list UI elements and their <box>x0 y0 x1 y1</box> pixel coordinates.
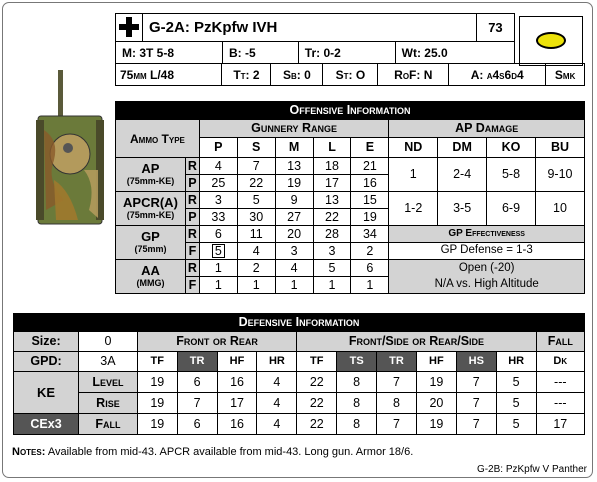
armor-col-header: HR <box>257 352 297 372</box>
range-value: 4 <box>275 260 313 277</box>
armor-value: 17 <box>217 393 257 414</box>
fall-value: --- <box>536 372 584 393</box>
fp-value: 1 <box>275 277 313 294</box>
armor-col-header: HS <box>456 352 496 372</box>
gunnery-range-header: Gunnery Range <box>199 120 388 138</box>
cex-label: CEx3 <box>14 414 79 435</box>
armor-col-header: TF <box>297 352 337 372</box>
fall-value: 17 <box>536 414 584 435</box>
damage-col-header: BU <box>535 138 584 158</box>
fp-value: 2 <box>351 243 389 260</box>
front-side-header: Front/Side or Rear/Side <box>297 332 536 352</box>
range-value: 20 <box>275 226 313 243</box>
pen-value: 16 <box>351 175 389 192</box>
row-letter: R <box>185 192 199 209</box>
range-value: 7 <box>237 158 275 175</box>
front-rear-header: Front or Rear <box>137 332 297 352</box>
turret-type-stat: Tt: 2 <box>222 64 271 86</box>
gpd-value: 3A <box>79 352 138 372</box>
armor-col-header: HR <box>496 352 536 372</box>
fp-value: 1 <box>351 277 389 294</box>
armor-col-header: TF <box>137 352 177 372</box>
armor-value: 22 <box>297 372 337 393</box>
gp-defense: GP Defense = 1-3 <box>389 243 585 260</box>
damage-col-header: KO <box>487 138 536 158</box>
armor-value: 16 <box>217 372 257 393</box>
pen-value: 22 <box>313 209 351 226</box>
pen-value: 30 <box>237 209 275 226</box>
unit-title: G-2A: PzKpfw IVH <box>143 14 477 42</box>
armor-value: 8 <box>377 393 417 414</box>
defensive-title: Defensive Information <box>14 314 585 332</box>
rof-stat: RoF: N <box>378 64 449 86</box>
range-value: 21 <box>351 158 389 175</box>
range-col-header: L <box>313 138 351 158</box>
armor-value: 4 <box>257 414 297 435</box>
range-col-header: M <box>275 138 313 158</box>
yellow-oval-icon <box>536 32 566 49</box>
fp-value: 4 <box>237 243 275 260</box>
stabilizer-stat: St: O <box>323 64 378 86</box>
armor-value: 7 <box>177 393 217 414</box>
notes <box>12 446 413 458</box>
pen-value: 25 <box>199 175 237 192</box>
armor-value: 6 <box>177 372 217 393</box>
gpd-label: GPD: <box>14 352 79 372</box>
armor-col-header: TR <box>377 352 417 372</box>
dk-header: Dk <box>536 352 584 372</box>
damage-value: 1 <box>389 158 438 192</box>
weight-stat: Wt: 25.0 <box>395 42 514 64</box>
ammo-type-header: Ammo Type <box>116 120 200 158</box>
range-value: 5 <box>237 192 275 209</box>
fall-header: Fall <box>536 332 584 352</box>
range-col-header: E <box>351 138 389 158</box>
gun-stats <box>115 63 585 86</box>
armor-value: 19 <box>416 414 456 435</box>
range-value: 2 <box>237 260 275 277</box>
armor-value: 7 <box>456 393 496 414</box>
ap-damage-header: AP Damage <box>389 120 585 138</box>
offensive-title: Offensive Information <box>116 102 585 120</box>
pen-value: 19 <box>351 209 389 226</box>
armor-value: 22 <box>297 414 337 435</box>
pen-value: 19 <box>275 175 313 192</box>
armor-value: 7 <box>377 414 417 435</box>
armor-value: 19 <box>137 372 177 393</box>
armor-value: 8 <box>337 372 377 393</box>
range-value: 15 <box>351 192 389 209</box>
range-value: 11 <box>237 226 275 243</box>
armor-value: 6 <box>177 414 217 435</box>
armor-value: 7 <box>377 372 417 393</box>
armor-value: 5 <box>496 393 536 414</box>
row-letter: P <box>185 175 199 192</box>
row-letter: F <box>185 243 199 260</box>
fall-value: --- <box>536 393 584 414</box>
smoke-stat: Smk <box>546 64 585 86</box>
row-label-level: Level <box>79 372 138 393</box>
row-letter: P <box>185 209 199 226</box>
armor-value: 4 <box>257 372 297 393</box>
aa-notes: Open (-20) N/A vs. High Altitude <box>389 260 585 294</box>
damage-value: 1-2 <box>389 192 438 226</box>
range-value: 6 <box>199 226 237 243</box>
nationality-badge <box>519 16 583 66</box>
bog-stat: B: -5 <box>223 42 299 64</box>
armor-value: 8 <box>337 393 377 414</box>
pen-value: 27 <box>275 209 313 226</box>
fp-value: 1 <box>313 277 351 294</box>
unit-number: 73 <box>476 14 514 42</box>
armor-value: 8 <box>337 414 377 435</box>
traverse-stat: Tr: 0-2 <box>298 42 395 64</box>
pen-value: 33 <box>199 209 237 226</box>
range-col-header: S <box>237 138 275 158</box>
range-value: 5 <box>313 260 351 277</box>
row-label-rise: Rise <box>79 393 138 414</box>
damage-value: 10 <box>535 192 584 226</box>
ammo-label-gp: GP (75mm) <box>116 226 186 260</box>
armor-col-header: TR <box>177 352 217 372</box>
offensive-table <box>115 101 585 294</box>
footer-next-card: G-2B: PzKpfw V Panther <box>476 464 587 475</box>
notes-label: Notes: <box>12 446 46 458</box>
armor-value: 16 <box>217 414 257 435</box>
range-value: 9 <box>275 192 313 209</box>
armor-value: 22 <box>297 393 337 414</box>
fp-value: 3 <box>313 243 351 260</box>
ammo-label-apcr: APCR(A) (75mm-KE) <box>116 192 186 226</box>
size-label: Size: <box>14 332 79 352</box>
range-value: 18 <box>313 158 351 175</box>
armor-col-header: TS <box>337 352 377 372</box>
armor-value: 20 <box>416 393 456 414</box>
armor-value: 5 <box>496 414 536 435</box>
armor-value: 19 <box>137 393 177 414</box>
armor-col-header: HF <box>416 352 456 372</box>
range-value: 3 <box>199 192 237 209</box>
gun-stat: 75mm L/48 <box>116 64 222 86</box>
defensive-table <box>13 313 585 435</box>
gp-effectiveness-header: GP Effectiveness <box>389 226 585 243</box>
fp-value: 3 <box>275 243 313 260</box>
row-label-fall: Fall <box>79 414 138 435</box>
movement-stat: M: 3T 5-8 <box>116 42 223 64</box>
row-letter: R <box>185 260 199 277</box>
armor-value: 19 <box>416 372 456 393</box>
range-value: 6 <box>351 260 389 277</box>
damage-col-header: ND <box>389 138 438 158</box>
range-value: 13 <box>275 158 313 175</box>
range-value: 34 <box>351 226 389 243</box>
size-value: 0 <box>79 332 138 352</box>
damage-value: 3-5 <box>438 192 487 226</box>
aa-stat: A: a4s6d4 <box>449 64 546 86</box>
notes-text: Available from mid-43. APCR available from mid-43. Long gun. Armor 18/6. <box>47 446 414 458</box>
row-letter: R <box>185 226 199 243</box>
damage-col-header: DM <box>438 138 487 158</box>
ammo-label-ap: AP (75mm-KE) <box>116 158 186 192</box>
pen-value: 17 <box>313 175 351 192</box>
unit-stats <box>115 41 515 64</box>
range-value: 13 <box>313 192 351 209</box>
fp-value: 5 <box>199 243 237 260</box>
damage-value: 9-10 <box>535 158 584 192</box>
fp-value: 1 <box>237 277 275 294</box>
range-value: 28 <box>313 226 351 243</box>
armor-col-header: HF <box>217 352 257 372</box>
damage-value: 2-4 <box>438 158 487 192</box>
ammo-label-aa: AA (MMG) <box>116 260 186 294</box>
armor-value: 7 <box>456 372 496 393</box>
ke-label: KE <box>14 372 79 414</box>
damage-value: 6-9 <box>487 192 536 226</box>
tank-top-view-icon <box>34 70 106 228</box>
fp-value: 1 <box>199 277 237 294</box>
balkenkreuz-icon <box>116 14 143 42</box>
armor-value: 4 <box>257 393 297 414</box>
range-col-header: P <box>199 138 237 158</box>
pen-value: 22 <box>237 175 275 192</box>
damage-value: 5-8 <box>487 158 536 192</box>
row-letter: R <box>185 158 199 175</box>
row-letter: F <box>185 277 199 294</box>
range-value: 4 <box>199 158 237 175</box>
range-value: 1 <box>199 260 237 277</box>
armor-value: 5 <box>496 372 536 393</box>
sb-stat: Sb: 0 <box>271 64 323 86</box>
unit-header <box>115 13 515 42</box>
armor-value: 7 <box>456 414 496 435</box>
armor-value: 19 <box>137 414 177 435</box>
